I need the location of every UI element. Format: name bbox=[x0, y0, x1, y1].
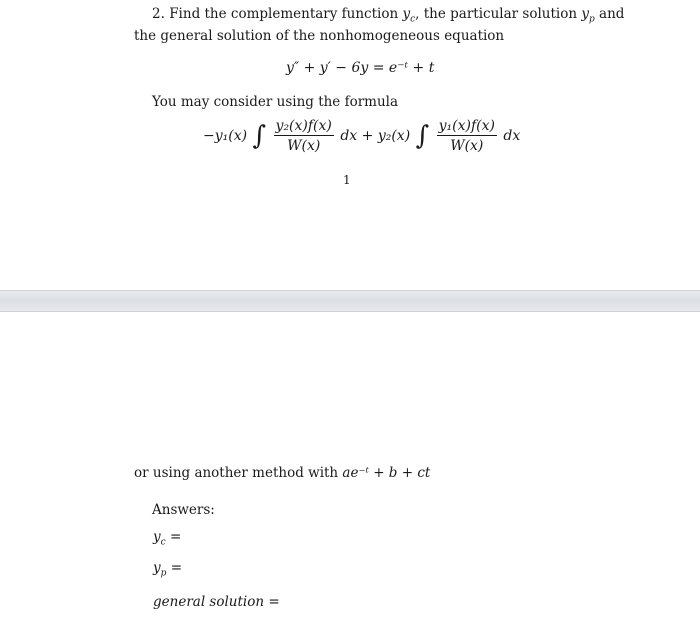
page-1 bbox=[0, 0, 700, 290]
problem-statement-line-2: the general solution of the nonhomogeneous equation bbox=[134, 28, 505, 44]
integral-sign-1: ∫ bbox=[252, 121, 267, 151]
alternative-method-line bbox=[134, 467, 430, 481]
yp-symbol bbox=[581, 6, 595, 25]
problem-text-part-a: Find the complementary function bbox=[169, 6, 403, 22]
yc-subscript: c bbox=[410, 14, 416, 25]
yp-answer-subscript: p bbox=[160, 568, 167, 579]
differential-equation: y″ + y′ − 6y = e⁻ᵗ + t bbox=[286, 60, 435, 76]
alt-method-expression: ae⁻ᵗ + b + ct bbox=[342, 465, 431, 481]
problem-number: 2. bbox=[152, 6, 165, 22]
formula-hint: You may consider using the formula bbox=[152, 94, 399, 110]
general-equals: = bbox=[264, 594, 280, 610]
general-solution-label bbox=[153, 596, 280, 610]
fraction-1-denominator: W(x) bbox=[287, 138, 321, 154]
answers-label: Answers: bbox=[152, 502, 215, 518]
yc-letter: y bbox=[402, 6, 411, 22]
yp-letter: y bbox=[581, 6, 589, 22]
fraction-2-numerator: y₁(x)f(x) bbox=[438, 118, 495, 134]
formula-end: dx bbox=[503, 128, 521, 144]
formula-fraction-1 bbox=[274, 118, 334, 154]
yp-equals: = bbox=[166, 560, 183, 576]
variation-of-parameters-formula bbox=[203, 118, 520, 154]
yp-answer-label bbox=[153, 562, 182, 579]
page-2 bbox=[0, 312, 700, 617]
formula-term1-prefix: −y₁(x) bbox=[203, 128, 248, 144]
yc-answer-letter: y bbox=[153, 529, 161, 545]
fraction-2-denominator: W(x) bbox=[450, 138, 484, 154]
yc-equals: = bbox=[165, 529, 182, 545]
formula-middle: dx + y₂(x) bbox=[340, 128, 411, 144]
problem-text-part-c: and bbox=[594, 6, 625, 22]
alt-method-text: or using another method with bbox=[134, 465, 343, 481]
integral-sign-2: ∫ bbox=[415, 121, 430, 151]
problem-text-part-b: , the particular solution bbox=[415, 6, 582, 22]
page-divider bbox=[0, 290, 700, 312]
general-solution-text: general solution bbox=[153, 594, 265, 610]
yc-answer-label bbox=[153, 531, 181, 548]
yc-answer-subscript: c bbox=[160, 537, 166, 548]
yp-subscript: p bbox=[588, 14, 595, 25]
problem-statement-line-1 bbox=[152, 8, 624, 25]
fraction-1-numerator: y₂(x)f(x) bbox=[275, 118, 332, 134]
yp-answer-letter: y bbox=[153, 560, 161, 576]
yc-symbol bbox=[402, 6, 416, 25]
formula-fraction-2 bbox=[437, 118, 497, 154]
page-number: 1 bbox=[343, 173, 351, 187]
